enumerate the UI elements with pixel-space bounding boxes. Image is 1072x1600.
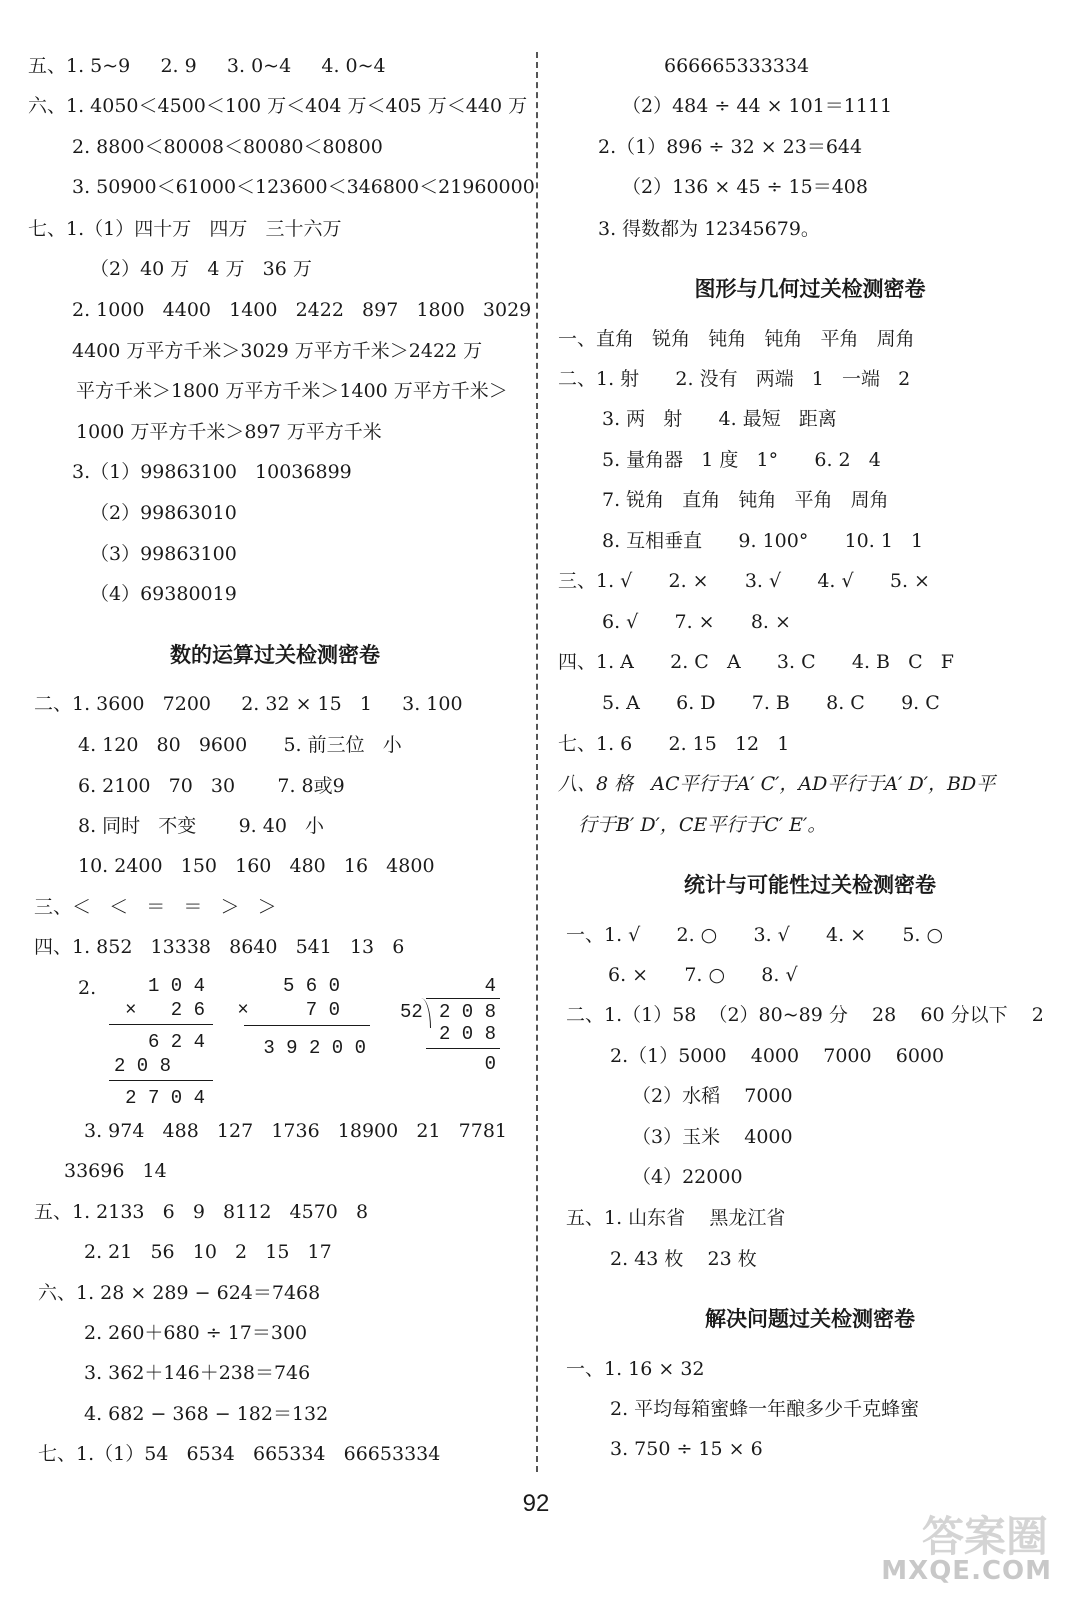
- answer-line: 四、1. 852 13338 8640 541 13 6: [34, 936, 405, 958]
- answer-line: （4）22000: [632, 1166, 743, 1188]
- section-title: 数的运算过关检测密卷: [170, 643, 380, 667]
- answer-line: 八、8 格 AC平行于A′ C′，AD平行于A′ D′，BD平: [558, 773, 996, 795]
- answer-line: 一、1. √ 2. ○ 3. √ 4. × 5. ○: [566, 924, 944, 946]
- answer-line: （3）玉米 4000: [632, 1126, 793, 1148]
- calc-divisor: 52: [400, 1001, 423, 1023]
- answer-line: 10. 2400 150 160 480 16 4800: [78, 855, 435, 877]
- answer-line: 三、＜ ＜ ＝ ＝ ＞ ＞: [34, 896, 277, 918]
- multiplication-104x26: [105, 973, 213, 1113]
- answer-line: （2）99863010: [90, 502, 237, 524]
- answer-line: （2）水稻 7000: [632, 1085, 793, 1107]
- calc-row: 3 9 2 0 0: [263, 1037, 366, 1059]
- watermark-logo: [868, 1500, 1058, 1590]
- answer-line: 七、1.（1）四十万 四万 三十六万: [28, 218, 342, 240]
- answer-line: 五、1. 5~9 2. 9 3. 0~4 4. 0~4: [28, 55, 386, 77]
- answer-line: 2. 平均每箱蜜蜂一年酿多少千克蜂蜜: [610, 1398, 920, 1420]
- calc-row: × 2 6: [125, 999, 205, 1021]
- answer-line: 2. 21 56 10 2 15 17: [84, 1241, 332, 1263]
- calc-rule: [244, 1025, 370, 1026]
- watermark-logo-text: 答案圈: [921, 1512, 1048, 1561]
- answer-line: 5. 量角器 1 度 1° 6. 2 4: [602, 449, 881, 471]
- answer-line: 二、1. 射 2. 没有 两端 1 一端 2: [558, 368, 911, 390]
- answer-line: 五、1. 山东省 黑龙江省: [566, 1207, 786, 1229]
- multiplication-560x70: [237, 973, 370, 1063]
- calc-rule: [426, 1048, 500, 1049]
- section-title: 解决问题过关检测密卷: [705, 1307, 915, 1331]
- section-title: 统计与可能性过关检测密卷: [684, 873, 936, 897]
- answer-line: 2.（1）5000 4000 7000 6000: [610, 1045, 945, 1067]
- section-title: 图形与几何过关检测密卷: [694, 277, 926, 301]
- answer-line: 3.（1）99863100 10036899: [72, 461, 352, 483]
- calc-row: 2 0 8: [438, 1023, 496, 1045]
- answer-line: 二、1. 3600 7200 2. 32 × 15 1 3. 100: [34, 693, 463, 715]
- answer-line: 4400 万平方千米＞3029 万平方千米＞2422 万: [72, 340, 483, 362]
- answer-line: 2. 1000 4400 1400 2422 897 1800 3029: [72, 299, 532, 321]
- calc-row: × 7 0: [237, 999, 340, 1021]
- answer-line: 六、1. 4050＜4500＜100 万＜404 万＜405 万＜440 万: [28, 95, 528, 117]
- calc-remainder: 0: [484, 1053, 496, 1075]
- column-divider: [536, 52, 538, 1472]
- answer-line: 6. × 7. ○ 8. √: [608, 964, 798, 986]
- answer-line: 五、1. 2133 6 9 8112 4570 8: [34, 1201, 369, 1223]
- answer-line: 8. 同时 不变 9. 40 小: [78, 815, 325, 837]
- answer-line: （2）40 万 4 万 36 万: [90, 258, 312, 280]
- calc-row: 2 7 0 4: [125, 1087, 205, 1109]
- answer-line: 七、1. 6 2. 15 12 1: [558, 733, 790, 755]
- answer-line: 4. 120 80 9600 5. 前三位 小: [78, 734, 402, 756]
- calc-label: 2.: [78, 977, 97, 999]
- answer-line: 6. √ 7. × 8. ×: [602, 611, 791, 633]
- calc-rule: [109, 1024, 213, 1025]
- answer-line: 4. 682 − 368 − 182＝132: [84, 1403, 329, 1425]
- answer-line: 七、1.（1）54 6534 665334 66653334: [38, 1443, 441, 1465]
- answer-line: 六、1. 28 × 289 − 624＝7468: [38, 1282, 321, 1304]
- answer-line: 二、1.（1）58 （2）80~89 分 28 60 分以下 2: [566, 1004, 1044, 1026]
- answer-line: 3. 得数都为 12345679。: [598, 218, 820, 240]
- answer-line: 666665333334: [664, 55, 810, 77]
- answer-line: 2.（1）896 ÷ 32 × 23＝644: [598, 136, 863, 158]
- answer-line: 一、1. 16 × 32: [566, 1358, 705, 1380]
- answer-line: （4）69380019: [90, 583, 237, 605]
- calc-quotient: 4: [484, 975, 496, 997]
- answer-line: 1000 万平方千米＞897 万平方千米: [76, 421, 382, 443]
- answer-line: 7. 锐角 直角 钝角 平角 周角: [602, 489, 889, 511]
- answer-line: 三、1. √ 2. × 3. √ 4. √ 5. ×: [558, 570, 930, 592]
- answer-line: 3. 362＋146＋238＝746: [84, 1362, 311, 1384]
- division-208-by-52: [400, 973, 508, 1083]
- answer-line: 2. 43 枚 23 枚: [610, 1248, 757, 1270]
- answer-line: 一、直角 锐角 钝角 钝角 平角 周角: [558, 328, 915, 350]
- answer-line: 2. 260＋680 ÷ 17＝300: [84, 1322, 308, 1344]
- answer-line: 3. 750 ÷ 15 × 6: [610, 1438, 763, 1460]
- answer-line: 8. 互相垂直 9. 100° 10. 1 1: [602, 530, 924, 552]
- page-number: 92: [522, 1490, 550, 1517]
- calc-row: 2 0 8: [113, 1055, 171, 1077]
- answer-line: （3）99863100: [90, 543, 237, 565]
- calc-dividend: 2 0 8: [438, 1001, 496, 1023]
- calc-rule: [109, 1080, 213, 1081]
- answer-line: 2. 8800＜80008＜80080＜80800: [72, 136, 383, 158]
- answer-line: 平方千米＞1800 万平方千米＞1400 万平方千米＞: [76, 380, 508, 402]
- answer-line: 3. 50900＜61000＜123600＜346800＜21960000: [72, 176, 535, 198]
- answer-line: 3. 两 射 4. 最短 距离: [602, 408, 837, 430]
- answer-line: 3. 974 488 127 1736 18900 21 7781: [84, 1120, 508, 1142]
- watermark-url: MXQE.COM: [881, 1556, 1052, 1586]
- answer-line: 6. 2100 70 30 7. 8或9: [78, 775, 345, 797]
- calc-row: 6 2 4: [147, 1031, 205, 1053]
- answer-line: 33696 14: [64, 1160, 167, 1182]
- answer-line: 四、1. A 2. C A 3. C 4. B C F: [558, 651, 954, 673]
- answer-line: 行于B′ D′，CE平行于C′ E′。: [578, 814, 827, 836]
- calc-row: 5 6 0: [282, 975, 340, 997]
- calc-row: 1 0 4: [147, 975, 205, 997]
- answer-line: （2）136 × 45 ÷ 15＝408: [622, 176, 868, 198]
- answer-line: 5. A 6. D 7. B 8. C 9. C: [602, 692, 940, 714]
- answer-line: （2）484 ÷ 44 × 101＝1111: [622, 95, 893, 117]
